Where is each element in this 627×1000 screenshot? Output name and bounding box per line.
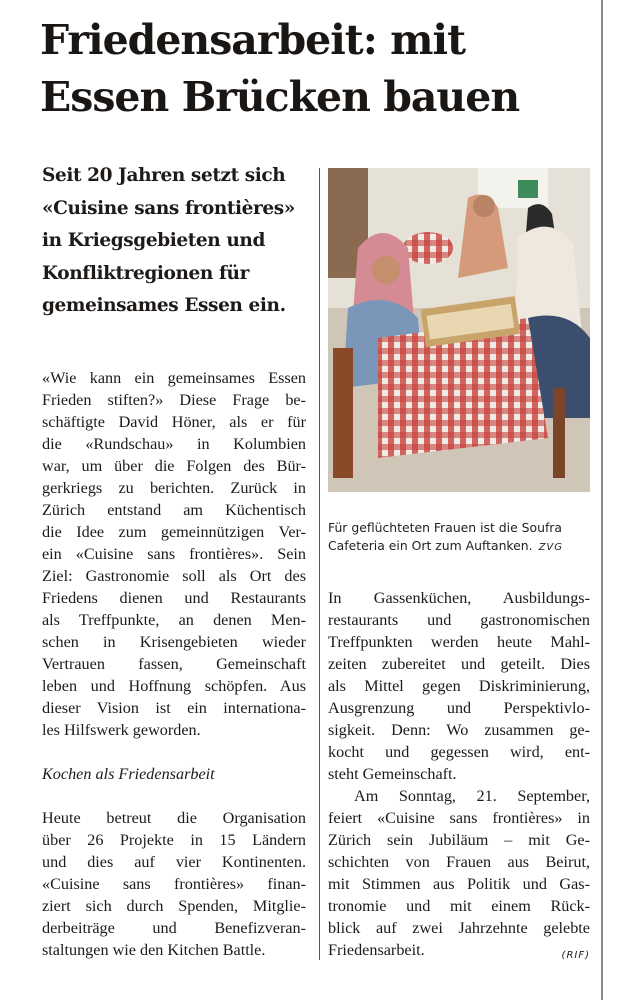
text-line: tronomie und mit einem Rück- bbox=[328, 897, 590, 915]
paragraph bbox=[42, 367, 306, 741]
caption-text: Für geflüchteten Frauen ist die Soufra Cafeteria ein Ort zum Auftanken. bbox=[328, 520, 562, 553]
text-line: blick auf zwei Jahrzehnte gelebte bbox=[328, 919, 590, 937]
text-line: staltungen wie den Kitchen Battle. bbox=[42, 941, 266, 959]
lead-line: in Kriegsgebieten und bbox=[42, 230, 265, 251]
text-line: Vertrauen fassen, Gemeinschaft bbox=[42, 655, 306, 673]
text-line: schen in Krisengebieten wieder bbox=[42, 633, 306, 651]
headline bbox=[40, 12, 519, 126]
text-line: als Treffpunkte, an denen Men- bbox=[42, 611, 306, 629]
lead-line: Seit 20 Jahren setzt sich bbox=[42, 165, 286, 186]
text-line: schichten von Frauen aus Beirut, bbox=[328, 853, 590, 871]
text-line: kocht und gegessen wird, ent- bbox=[328, 743, 590, 761]
text-line: die Idee zum gemeinnützigen Ver- bbox=[42, 523, 306, 541]
photo-credit: ZVG bbox=[538, 542, 564, 553]
article-photo bbox=[328, 168, 590, 492]
text-line: mit Stimmen aus Politik und Gas- bbox=[328, 875, 590, 893]
text-line: les Hilfswerk geworden. bbox=[42, 721, 201, 739]
author-initials: (RIF) bbox=[561, 950, 590, 961]
text-line: feiert «Cuisine sans frontières» in bbox=[328, 809, 590, 827]
text-line: dieser Vision ist ein internationa- bbox=[42, 699, 306, 717]
text-line: war, um über die Folgen des Bür- bbox=[42, 457, 306, 475]
right-column bbox=[328, 587, 590, 967]
text-line: Zürich sein Jubiläum – mit Ge- bbox=[328, 831, 590, 849]
subheading: Kochen als Friedensarbeit bbox=[42, 765, 215, 783]
text-line: ein «Cuisine sans frontières». Sein bbox=[42, 545, 306, 563]
text-line: Am Sonntag, 21. September, bbox=[354, 787, 590, 805]
text-line: steht Gemeinschaft. bbox=[328, 765, 457, 783]
paragraph bbox=[42, 807, 306, 961]
text-line: gerkriegs zu berichten. Zurück in bbox=[42, 479, 306, 497]
text-line: In Gassenküchen, Ausbildungs- bbox=[328, 589, 590, 607]
text-line: derbeiträge und Benefizveran- bbox=[42, 919, 306, 937]
text-line: sigkeit. Denn: Wo zusammen ge- bbox=[328, 721, 590, 739]
text-line: Treffpunkten werden heute Mahl- bbox=[328, 633, 590, 651]
text-line: Ausgrenzung und Perspektivlo- bbox=[328, 699, 590, 717]
text-line: als Mittel gegen Diskriminierung, bbox=[328, 677, 590, 695]
headline-line: Essen Brücken bauen bbox=[40, 73, 520, 121]
text-line: Friedens dienen und Restaurants bbox=[42, 589, 306, 607]
paragraph bbox=[328, 785, 590, 961]
photo-caption bbox=[328, 519, 598, 557]
text-line: ziert sich durch Spenden, Mitglie- bbox=[42, 897, 306, 915]
lead-paragraph bbox=[42, 160, 312, 323]
photo-illustration bbox=[328, 168, 590, 492]
text-line: «Wie kann ein gemeinsames Essen bbox=[42, 369, 306, 387]
page-edge-rule bbox=[601, 0, 603, 1000]
spacer bbox=[42, 785, 306, 807]
text-line: über 26 Projekte in 15 Ländern bbox=[42, 831, 306, 849]
headline-line: Friedensarbeit: mit bbox=[40, 16, 466, 64]
text-line: restaurants und gastronomischen bbox=[328, 611, 590, 629]
text-line: Zürich entstand am Küchentisch bbox=[42, 501, 306, 519]
text-line: Heute betreut die Organisation bbox=[42, 809, 306, 827]
text-line: zeiten zubereitet und geteilt. Dies bbox=[328, 655, 590, 673]
text-line: Ziel: Gastronomie soll als Ort des bbox=[42, 567, 306, 585]
text-line: Friedensarbeit. bbox=[328, 941, 425, 959]
column-divider bbox=[319, 168, 320, 960]
text-line: die «Rundschau» in Kolumbien bbox=[42, 435, 306, 453]
text-line: und dies auf vier Kontinenten. bbox=[42, 853, 306, 871]
spacer bbox=[42, 741, 306, 763]
text-line: «Cuisine sans frontières» finan- bbox=[42, 875, 306, 893]
lead-line: gemeinsames Essen ein. bbox=[42, 295, 286, 316]
text-line: schäftigte David Höner, als er für bbox=[42, 413, 306, 431]
text-line: leben und Hoffnung schöpfen. Aus bbox=[42, 677, 306, 695]
text-line: Frieden stiften?» Diese Frage be- bbox=[42, 391, 306, 409]
lead-line: Konfliktregionen für bbox=[42, 262, 249, 284]
paragraph bbox=[328, 587, 590, 785]
lead-line: «Cuisine sans frontières» bbox=[42, 197, 295, 219]
left-column bbox=[42, 367, 306, 961]
